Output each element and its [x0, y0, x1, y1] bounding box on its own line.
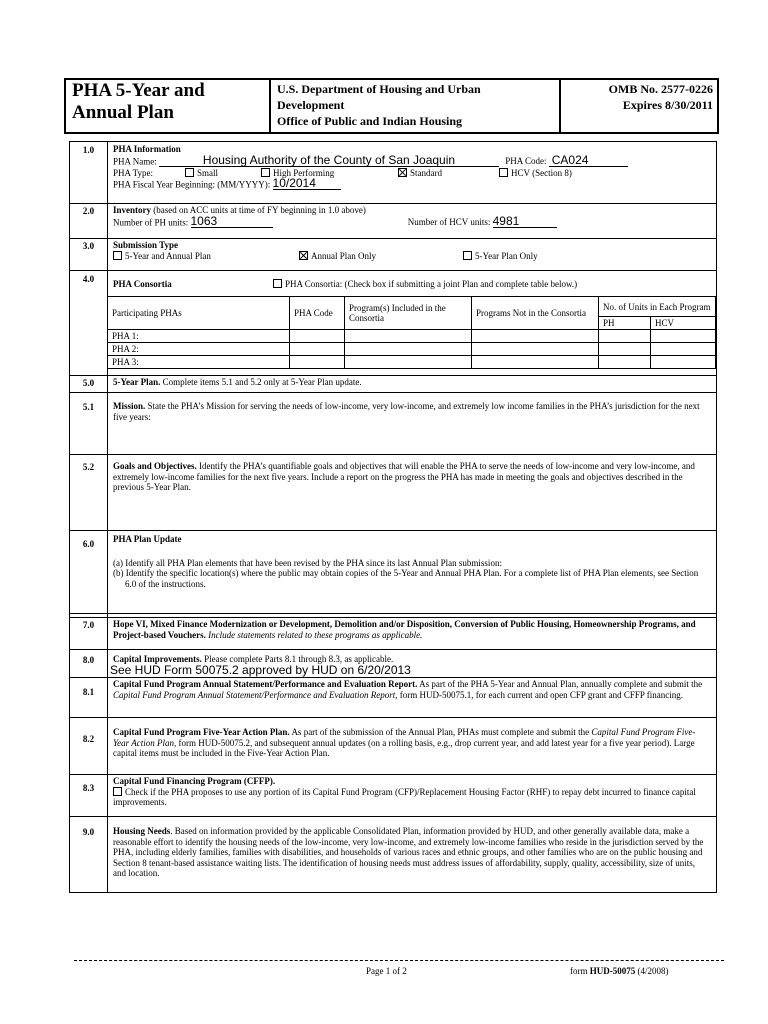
section-number: 5.2 [82, 462, 95, 472]
type-hcv-checkbox[interactable] [499, 168, 508, 177]
submission-5year-annual-checkbox[interactable] [113, 251, 122, 260]
section-capital-fund-5year: Capital Fund Program Five-Year Action Plan. As part of the submission of the Annual Plan, PHAs must complete and submit the Capital Fund Program Five-Year Action Plan, form HUD-50075.2, and subsequent annual updates (on a rolling basis, e.g., drop current year, and add latest year for a five year period). Large capital items must be included in the Five-Year Action Plan. [113, 727, 696, 758]
type-standard-checkbox[interactable] [398, 168, 407, 177]
section-submission-type: Submission Type 5-Year and Annual Plan Annual Plan Only 5-Year Plan Only [113, 240, 538, 261]
col-not-included: Programs Not in the Consortia [472, 297, 599, 330]
section-number: 7.0 [82, 620, 95, 630]
section-pha-consortia: PHA Consortia PHA Consortia: (Check box if submitting a joint Plan and complete table below.) [113, 279, 578, 289]
col-hcv: HCV [651, 317, 716, 330]
col-participating: Participating PHAs [108, 297, 290, 330]
section-number: 5.1 [82, 402, 95, 412]
row-divider [70, 392, 716, 393]
section-number: 8.2 [82, 734, 95, 744]
section-inventory: Inventory (based on ACC units at time of FY beginning in 1.0 above) Number of PH units: 1063 Number of HCV units: 4981 [113, 205, 710, 228]
header-divider-2 [559, 78, 561, 134]
row-divider [70, 238, 716, 239]
number-column-divider [107, 142, 108, 892]
fiscal-year-field[interactable]: 10/2014 [273, 178, 341, 190]
section-goals-objectives: Goals and Objectives. Identify the PHA’s quantifiable goals and objectives that will enable the PHA to serve the needs of low-income and very low-income, and extremely low-income families for the next five years. Include a report on the progress the PHA has made in meeting the goals and objectives described in the previous 5-Year Plan. [113, 461, 695, 492]
row-divider [70, 530, 716, 531]
section-pha-information: PHA Information PHA Name: Housing Authority of the County of San Joaquin PHA Code: CA024 PHA Type: Small High Performing Standard HCV (Section 8) PHA Fiscal Year Beginning: (MM/YYYY): 10/2014 [113, 144, 710, 190]
row-divider [70, 617, 716, 618]
pha-code-field[interactable]: CA024 [549, 155, 628, 167]
section-number: 8.3 [82, 783, 95, 793]
section-pha-plan-update: PHA Plan Update (a) Identify all PHA Plan elements that have been revised by the PHA since its last Annual Plan submission: (b) Identify the specific location(s) where the public may obtain copies of the 5-Year and Annual PHA Plan. For a complete list of PHA Plan elements, see Section 6.0 of the instructions. [113, 534, 699, 589]
form-title: PHA 5-Year and Annual Plan [72, 80, 205, 123]
section-number: 9.0 [82, 827, 95, 837]
section-cffp: Capital Fund Financing Program (CFFP). Check if the PHA proposes to use any portion of its Capital Fund Program (CFP)/Replacement Housing Factor (RHF) to repay debt incurred to finance capital improvements. [113, 776, 696, 807]
row-divider [70, 677, 716, 678]
consortia-table [107, 296, 716, 369]
row-divider [70, 774, 716, 775]
footer-rule [74, 960, 724, 961]
section-number: 4.0 [82, 274, 95, 284]
capital-improvements-fill: See HUD Form 50075.2 approved by HUD on 6/20/2013 [110, 663, 411, 677]
form-number: form HUD-50075 (4/2008) [570, 966, 669, 976]
type-small-checkbox[interactable] [185, 168, 194, 177]
submission-annual-only-checkbox[interactable] [299, 251, 308, 260]
section-number: 3.0 [82, 241, 95, 251]
form-body [69, 141, 717, 893]
row-divider [70, 203, 716, 204]
section-5year-plan: 5-Year Plan. Complete items 5.1 and 5.2 only at 5-Year Plan update. [113, 377, 362, 387]
pha-name-field[interactable]: Housing Authority of the County of San Joaquin [159, 155, 499, 167]
hcv-units-field[interactable]: 4981 [493, 216, 557, 228]
row-divider [70, 375, 716, 376]
section-housing-needs: Housing Needs. Based on information provided by the applicable Consolidated Plan, information provided by HUD, and other generally available data, make a reasonable effort to identify the housing needs of the low-income, very low-income, and extremely low-income families who reside in the jurisdiction served by the PHA, including elderly families, families with disabilities, and households of various races and ethnic groups, and other families who are on the public housing and Section 8 tenant-based assistance waiting lists. The identification of housing needs must address issues of affordability, supply, quality, accessibility, size of units, and location. [113, 826, 704, 878]
type-high-performing-checkbox[interactable] [261, 168, 270, 177]
col-pha-code: PHA Code [290, 297, 345, 330]
header-divider-1 [269, 78, 271, 134]
section-capital-fund-annual: Capital Fund Program Annual Statement/Performance and Evaluation Report. As part of the PHA 5-Year and Annual Plan, annually complete and submit the Capital Fund Program Annual Statement/Performance and Evaluation Report, form HUD-50075.1, for each current and open CFP grant and CFFP financing. [113, 679, 703, 700]
department-name: U.S. Department of Housing and Urban Development Office of Public and Indian Housing [277, 82, 481, 128]
row-divider [70, 816, 716, 817]
submission-5year-only-checkbox[interactable] [463, 251, 472, 260]
section-number: 6.0 [82, 539, 95, 549]
row-divider [70, 613, 716, 614]
table-row: PHA 1: [108, 330, 716, 343]
section-hope-vi: Hope VI, Mixed Finance Modernization or Development, Demolition and/or Disposition, Conversion of Public Housing, Homeownership Programs, and Project-based Vouchers. Include statements related to these programs as applicable. [113, 619, 696, 640]
table-row: PHA 3: [108, 356, 716, 369]
page-number: Page 1 of 2 [366, 966, 407, 976]
col-units: No. of Units in Each Program [599, 297, 716, 317]
consortia-checkbox[interactable] [273, 279, 282, 288]
row-divider [70, 717, 716, 718]
row-divider [70, 649, 716, 650]
omb-info: OMB No. 2577-0226 Expires 8/30/2011 [608, 82, 713, 112]
col-included: Program(s) Included in the Consortia [345, 297, 472, 330]
section-number: 5.0 [82, 378, 95, 388]
section-mission: Mission. State the PHA’s Mission for serving the needs of low-income, very low-income, and extremely low income families in the PHA’s jurisdiction for the next five years: [113, 401, 700, 422]
table-row: PHA 2: [108, 343, 716, 356]
section-capital-improvements: Capital Improvements. Please complete Parts 8.1 through 8.3, as applicable. [113, 654, 394, 664]
section-number: 2.0 [82, 206, 95, 216]
section-number: 8.0 [82, 655, 95, 665]
section-number: 8.1 [82, 687, 95, 697]
cffp-checkbox[interactable] [113, 787, 122, 796]
row-divider [70, 270, 716, 271]
row-divider [70, 454, 716, 455]
col-ph: PH [599, 317, 651, 330]
ph-units-field[interactable]: 1063 [191, 216, 273, 228]
section-number: 1.0 [82, 145, 95, 155]
